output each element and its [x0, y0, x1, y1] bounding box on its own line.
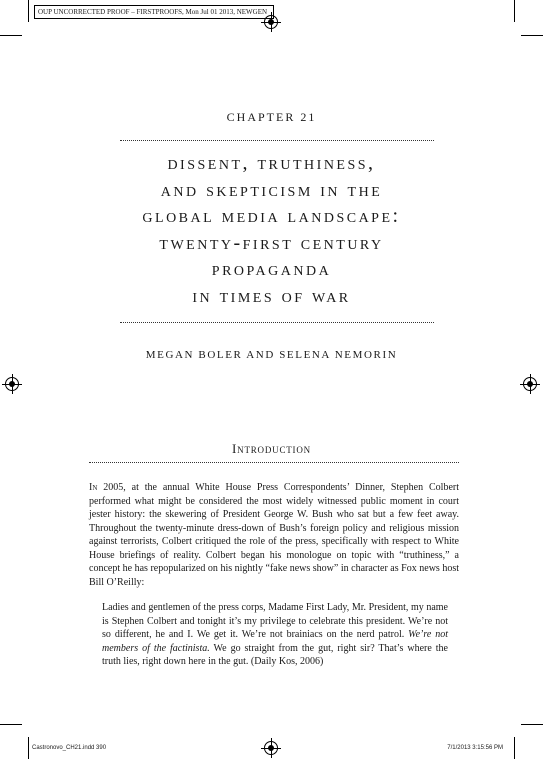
quote-text-end: We go straight from the gut, right sir? That’s where the truth lies, right down here in the gut. (Daily Kos, 2006) — [102, 642, 448, 667]
crop-mark-bottom-left-v — [28, 737, 29, 759]
chapter-authors: MEGAN BOLER AND SELENA NEMORIN — [145, 349, 398, 361]
title-rule-bottom — [120, 322, 434, 323]
footer-file-name: Castronovo_CH21.indd 390 — [32, 745, 107, 751]
chapter-title-line: twenty-first century — [159, 231, 384, 254]
chapter-title-line: dissent, truthiness, — [167, 152, 376, 174]
section-heading: Introduction — [232, 441, 311, 456]
chapter-title-line: global media landscape: — [142, 205, 401, 227]
crop-mark-bottom-right-v — [514, 737, 515, 759]
crop-mark-top-right-h — [521, 35, 543, 36]
chapter-number: CHAPTER 21 — [226, 110, 317, 124]
registration-mark-left-icon — [5, 377, 19, 391]
crop-mark-top-left-v — [28, 0, 29, 22]
registration-mark-right-icon — [523, 377, 537, 391]
crop-mark-bottom-left-h — [0, 724, 22, 725]
chapter-title-line: and skepticism in the — [160, 178, 383, 201]
crop-mark-top-right-v — [514, 0, 515, 22]
title-rule-top — [120, 140, 434, 141]
footer-timestamp: 7/1/2013 3:15:56 PM — [447, 745, 503, 751]
chapter-title-line: in times of war — [192, 284, 351, 307]
chapter-title — [60, 150, 483, 309]
lead-smallcap: In — [89, 482, 98, 493]
crop-mark-top-left-h — [0, 35, 22, 36]
registration-mark-top-icon — [264, 15, 278, 29]
chapter-title-line: propaganda — [211, 258, 332, 280]
quote-text: Ladies and gentlemen of the press corps, Madame First Lady, Mr. President, my name is Stephen Colbert and tonight it’s my privilege to celebrate this president. We’re not so different, he and I. We get it. We’re not brainiacs on the nerd patrol. — [102, 602, 448, 640]
proof-slug: OUP UNCORRECTED PROOF – FIRSTPROOFS, Mon Jul 01 2013, NEWGEN — [34, 5, 274, 19]
block-quote — [102, 601, 448, 669]
crop-mark-bottom-right-h — [521, 724, 543, 725]
intro-paragraph — [89, 481, 459, 589]
registration-mark-bottom-icon — [264, 741, 278, 755]
quote-italic-text: We’re not members of the factinista. — [102, 629, 449, 654]
section-rule — [89, 462, 459, 463]
paragraph-text: 2005, at the annual White House Press Correspondents’ Dinner, Stephen Colbert performed what might be considered the most widely witnessed public moment in court jester history: the skewering of President George W. Bush who sat but a few feet away. Throughout the twenty-minute dress-down of Bush’s foreign policy and religious mission against terrorists, Colbert critiqued the role of the press, specifically with respect to White House briefings of reality. Colbert began his monologue on topic with “truthiness,” a concept he has repopularized on his nightly “fake news show” in character as Fox news host Bill O’Reilly: — [89, 482, 459, 588]
